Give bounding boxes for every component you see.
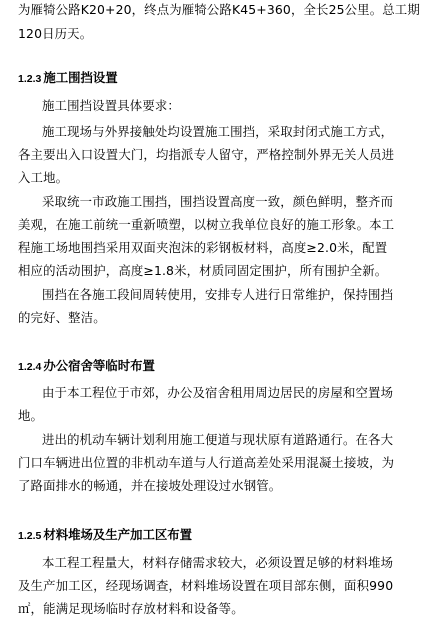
- paragraph-line: ㎡，能满足现场临时存放材料和设备等。: [18, 601, 244, 616]
- section-heading-1-2-5: [18, 527, 192, 544]
- paragraph-line: 入工地。: [18, 170, 69, 185]
- paragraph-line: 由于本工程位于市郊，办公及宿舍租用周边居民的房屋和空置场: [42, 385, 394, 400]
- section-title: 材料堆场及生产加工区布置: [43, 527, 193, 542]
- paragraph-line: 本工程工程量大，材料存储需求较大，必须设置足够的材料堆场: [42, 555, 394, 570]
- paragraph-line: 采取统一市政施工围挡，围挡设置高度一致，颜色鲜明，整齐而: [42, 194, 394, 209]
- intro-line-1: 为雁犄公路K20+20，终点为雁犄公路K45+360，全长25公里。总工期: [18, 2, 420, 17]
- section-title: 施工围挡设置: [43, 70, 118, 85]
- paragraph-line: 各主要出入口设置大门，均指派专人留守，严格控制外界无关人员进: [18, 147, 395, 162]
- section-number: 1.2.4: [18, 361, 42, 373]
- section-title: 办公宿舍等临时布置: [43, 358, 155, 373]
- section-number: 1.2.3: [18, 73, 42, 85]
- section-heading-1-2-4: [18, 358, 155, 375]
- paragraph-line: 进出的机动车辆计划利用施工便道与现状原有道路通行。在各大: [42, 432, 394, 447]
- paragraph-line: 施工围挡设置具体要求：: [42, 98, 180, 113]
- paragraph-line: 及生产加工区，经现场调查，材料堆场设置在项目部东侧，面积990: [18, 578, 394, 593]
- paragraph-line: 相应的活动围护，高度≥1.8米，材质同固定围护，所有围护全新。: [18, 263, 388, 278]
- paragraph-line: 美观，在施工前统一重新喷塑，以树立我单位良好的施工形象。本工: [18, 217, 395, 232]
- paragraph-line: 围挡在各施工段间周转使用，安排专人进行日常维护，保持围挡: [42, 287, 394, 302]
- paragraph-line: 门口车辆进出位置的非机动车道与人行道高差处采用混凝土接坡，为: [18, 455, 395, 470]
- paragraph-line: 地。: [18, 408, 44, 423]
- section-heading-1-2-3: [18, 70, 118, 87]
- paragraph-line: 施工现场与外界接触处均设置施工围挡，采取封闭式施工方式，: [42, 124, 394, 139]
- paragraph-line: 程施工场地围挡采用双面夹泡沫的彩钢板材料，高度≥2.0米，配置: [18, 240, 388, 255]
- intro-line-2: 120日历天。: [18, 26, 93, 41]
- paragraph-line: 的完好、整洁。: [18, 310, 106, 325]
- paragraph-line: 了路面排水的畅通，并在接坡处理设过水钢管。: [18, 478, 282, 493]
- section-number: 1.2.5: [18, 530, 42, 542]
